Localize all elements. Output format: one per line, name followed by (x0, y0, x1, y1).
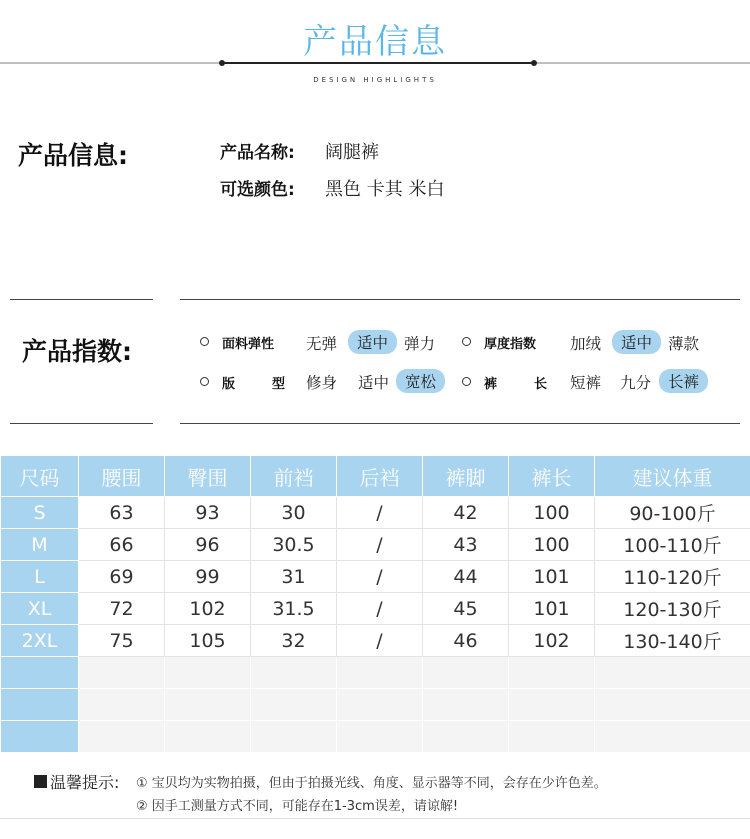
size-cell (1, 657, 79, 689)
product-index-heading: 产品指数: (22, 337, 132, 366)
bullet-circle-icon (200, 337, 209, 346)
product-info-heading: 产品信息: (18, 141, 128, 170)
length-option: 九分 (620, 374, 652, 392)
thickness-option: 加绒 (570, 335, 602, 353)
table-cell: 66 (79, 529, 165, 561)
col-header-front-rise: 前裆 (251, 456, 337, 497)
table-row-empty (1, 689, 750, 721)
table-row (1, 497, 750, 529)
size-cell (1, 721, 79, 753)
elasticity-option-selected: 适中 (348, 330, 397, 354)
table-cell: 72 (79, 593, 165, 625)
table-cell: 30.5 (251, 529, 337, 561)
table-cell (337, 721, 423, 753)
header-divider-accent (222, 62, 534, 64)
table-cell: / (337, 561, 423, 593)
table-cell: 100 (509, 529, 595, 561)
header-subtitle: DESIGN HIGHLIGHTS (313, 76, 437, 84)
table-cell (423, 657, 509, 689)
table-cell (165, 657, 251, 689)
bullet-circle-icon (462, 377, 471, 386)
table-cell (79, 657, 165, 689)
table-cell: 90-100斤 (595, 497, 750, 529)
col-header-waist: 腰围 (79, 456, 165, 497)
table-row (1, 625, 750, 657)
table-cell: 100 (509, 497, 595, 529)
table-cell: 63 (79, 497, 165, 529)
divider-left-bottom (10, 423, 153, 424)
col-header-length: 裤长 (509, 456, 595, 497)
size-cell: S (1, 497, 79, 529)
length-option: 短裤 (570, 374, 602, 392)
table-cell: 110-120斤 (595, 561, 750, 593)
size-cell: XL (1, 593, 79, 625)
table-cell: / (337, 625, 423, 657)
divider-right-bottom (180, 423, 740, 424)
col-header-hip: 臀围 (165, 456, 251, 497)
col-header-weight: 建议体重 (595, 456, 750, 497)
table-cell (79, 689, 165, 721)
table-cell (165, 689, 251, 721)
table-cell (165, 721, 251, 753)
divider-dot-right (531, 60, 537, 66)
size-cell: L (1, 561, 79, 593)
table-cell: 101 (509, 561, 595, 593)
table-cell: 42 (423, 497, 509, 529)
table-header-row (1, 456, 750, 497)
notes-heading: 温馨提示: (50, 773, 120, 792)
table-cell (79, 721, 165, 753)
table-cell (509, 721, 595, 753)
table-row-empty (1, 721, 750, 753)
footer-divider (0, 818, 750, 819)
col-header-leg-opening: 裤脚 (423, 456, 509, 497)
square-bullet-icon (34, 775, 47, 788)
table-row-empty (1, 657, 750, 689)
table-cell: 69 (79, 561, 165, 593)
length-label: 裤 长 (484, 377, 560, 392)
note-item: ① 宝贝均为实物拍摄，但由于拍摄光线、角度、显示器等不同，会存在少许色差。 (136, 776, 607, 791)
table-cell: 102 (509, 625, 595, 657)
table-cell: 31.5 (251, 593, 337, 625)
divider-left-top (10, 299, 153, 300)
table-row (1, 561, 750, 593)
color-value: 黑色 卡其 米白 (325, 179, 445, 200)
table-cell: 120-130斤 (595, 593, 750, 625)
table-cell: 96 (165, 529, 251, 561)
col-header-back-rise: 后裆 (337, 456, 423, 497)
page-title: 产品信息 (303, 22, 447, 62)
table-cell: 101 (509, 593, 595, 625)
divider-right-top (180, 299, 740, 300)
table-cell: 102 (165, 593, 251, 625)
elasticity-label: 面料弹性 (222, 337, 275, 352)
table-cell: 32 (251, 625, 337, 657)
table-cell (509, 689, 595, 721)
divider-dot-left (219, 60, 225, 66)
color-label: 可选颜色: (220, 180, 295, 200)
table-cell: 100-110斤 (595, 529, 750, 561)
fit-label: 版 型 (222, 377, 298, 392)
table-cell (509, 657, 595, 689)
table-cell: 43 (423, 529, 509, 561)
table-cell (423, 689, 509, 721)
size-cell (1, 689, 79, 721)
table-cell: 130-140斤 (595, 625, 750, 657)
elasticity-option: 无弹 (306, 335, 338, 353)
product-name-label: 产品名称: (220, 143, 295, 163)
table-cell: 30 (251, 497, 337, 529)
size-table (0, 455, 750, 753)
table-cell (251, 689, 337, 721)
thickness-option: 薄款 (668, 335, 700, 353)
size-cell: M (1, 529, 79, 561)
table-cell: 46 (423, 625, 509, 657)
col-header-size: 尺码 (1, 456, 79, 497)
table-row (1, 529, 750, 561)
product-name-value: 阔腿裤 (325, 142, 379, 163)
table-cell: 99 (165, 561, 251, 593)
table-cell (595, 689, 750, 721)
table-cell: 45 (423, 593, 509, 625)
elasticity-option: 弹力 (404, 335, 436, 353)
fit-option: 适中 (358, 374, 390, 392)
thickness-label: 厚度指数 (484, 337, 537, 352)
table-cell: / (337, 529, 423, 561)
table-row (1, 593, 750, 625)
fit-option: 修身 (306, 374, 338, 392)
fit-option-selected: 宽松 (396, 369, 445, 393)
bullet-circle-icon (462, 337, 471, 346)
thickness-option-selected: 适中 (612, 330, 661, 354)
table-cell (337, 689, 423, 721)
length-option-selected: 长裤 (659, 369, 708, 393)
table-cell: 75 (79, 625, 165, 657)
table-cell (251, 721, 337, 753)
table-cell: 93 (165, 497, 251, 529)
table-cell (595, 657, 750, 689)
table-cell (251, 657, 337, 689)
table-cell: / (337, 497, 423, 529)
table-cell (423, 721, 509, 753)
bullet-circle-icon (200, 377, 209, 386)
size-cell: 2XL (1, 625, 79, 657)
table-cell: / (337, 593, 423, 625)
table-cell (337, 657, 423, 689)
note-item: ② 因手工测量方式不同，可能存在1-3cm误差，请谅解! (136, 799, 459, 814)
table-cell: 44 (423, 561, 509, 593)
table-cell: 31 (251, 561, 337, 593)
table-cell (595, 721, 750, 753)
table-cell: 105 (165, 625, 251, 657)
